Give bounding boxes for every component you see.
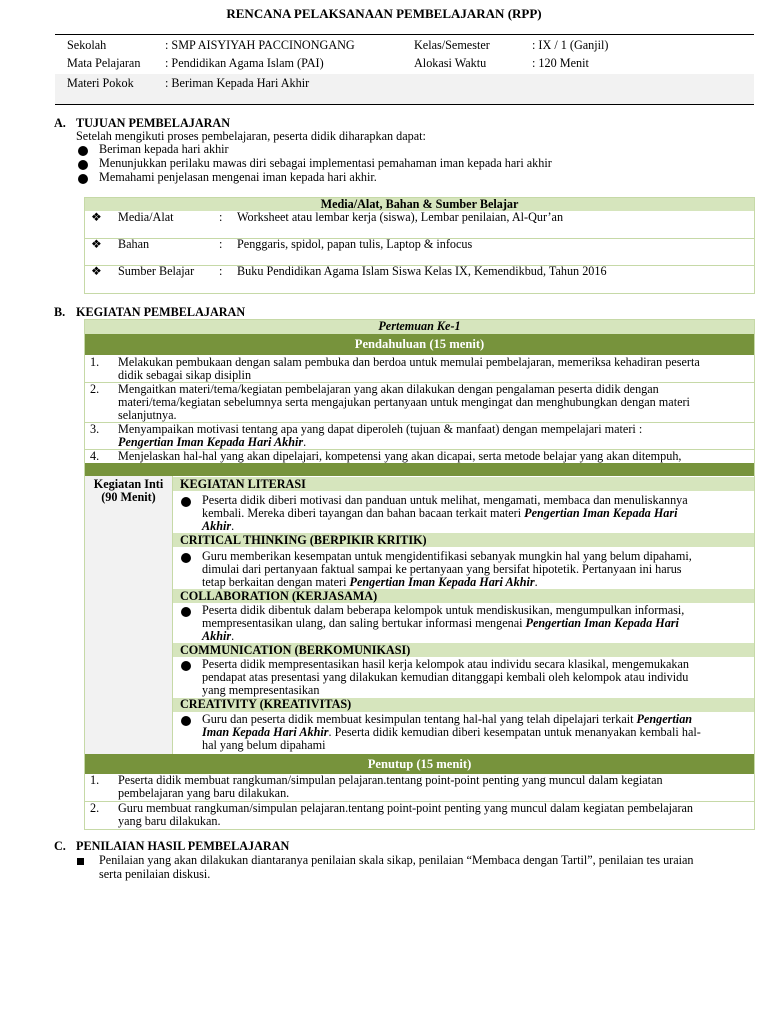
- period: .: [231, 519, 235, 533]
- kelas-value: : IX / 1 (Ganjil): [532, 38, 609, 52]
- materi-emphasis: Pengertian: [636, 712, 693, 726]
- bullet-icon: [78, 160, 88, 170]
- item-number: 1.: [90, 773, 100, 787]
- pendahuluan-item-line: Menyampaikan motivasi tentang apa yang dapat diperoleh (tujuan & manfaat) dengan mempelajari materi :: [118, 422, 643, 436]
- media-heading: Media/Alat, Bahan & Sumber Belajar: [85, 198, 754, 211]
- sekolah-value: : SMP AISYIYAH PACCINONGANG: [165, 38, 355, 52]
- critical-line: Guru memberikan kesempatan untuk mengidentifikasi sebanyak mungkin hal yang belum dipahami,: [202, 549, 692, 563]
- materi-label: Materi Pokok: [67, 76, 134, 90]
- inti-duration: (90 Menit): [101, 490, 156, 504]
- media-row-value: Buku Pendidikan Agama Islam Siswa Kelas IX, Kemendikbud, Tahun 2016: [237, 264, 607, 278]
- penutup-item-line: Peserta didik membuat rangkuman/simpulan pelajaran.tentang point-point penting yang muncul dalam kegiatan: [118, 773, 663, 787]
- section-a-intro: Setelah mengikuti proses pembelajaran, peserta didik diharapkan dapat:: [76, 129, 426, 143]
- mapel-value: : Pendidikan Agama Islam (PAI): [165, 56, 324, 70]
- diamond-bullet-icon: ❖: [91, 264, 102, 278]
- media-row-label: Bahan: [118, 237, 150, 251]
- materi-emphasis: Pengertian Iman Kepada Hari Akhir: [349, 575, 535, 589]
- literasi-text: kembali. Mereka diberi tayangan dan bahan bacaan terkait materi: [202, 506, 525, 520]
- penilaian-line: serta penilaian diskusi.: [99, 867, 211, 881]
- comm-heading: COMMUNICATION (BERKOMUNIKASI): [180, 643, 411, 657]
- period: .: [231, 629, 235, 643]
- bullet-icon: [181, 661, 191, 671]
- media-row-label: Sumber Belajar: [118, 264, 195, 278]
- inti-label-column: [85, 476, 173, 754]
- section-c-heading: PENILAIAN HASIL PEMBELAJARAN: [76, 839, 290, 853]
- penilaian-line: Penilaian yang akan dilakukan diantaranya penilaian skala sikap, penilaian “Membaca dengan Tartil”, penilaian tes uraian: [99, 853, 694, 867]
- creat-text: . Peserta didik kemudian diberi kesempatan untuk menanyakan kembali hal-: [328, 725, 701, 739]
- inti-label: Kegiatan Inti: [93, 477, 164, 491]
- materi-emphasis: Pengertian Iman Kepada Hari Akhir: [118, 435, 304, 449]
- materi-value: : Beriman Kepada Hari Akhir: [165, 76, 310, 90]
- media-row-sep: :: [219, 264, 223, 278]
- section-a-letter: A.: [54, 116, 66, 130]
- creat-text: Guru dan peserta didik membuat kesimpulan tentang hal-hal yang telah dipelajari terkait: [202, 712, 637, 726]
- collab-heading: COLLABORATION (KERJASAMA): [180, 589, 378, 603]
- section-b-heading: KEGIATAN PEMBELAJARAN: [76, 305, 246, 319]
- creat-heading: CREATIVITY (KREATIVITAS): [180, 697, 352, 711]
- penutup-item-line: Guru membuat rangkuman/simpulan pelajaran.tentang point-point penting yang muncul dalam kegiatan pembelajaran: [118, 801, 694, 815]
- materi-row-bg: [55, 74, 754, 104]
- tujuan-item: Menunjukkan perilaku mawas diri sebagai implementasi pemahaman iman kepada hari akhir: [99, 156, 552, 170]
- mapel-label: Mata Pelajaran: [67, 56, 141, 70]
- pendahuluan-item-line: Menjelaskan hal-hal yang akan dipelajari, kompetensi yang akan dicapai, serta metode belajar yang akan ditempuh,: [118, 449, 682, 463]
- critical-line: [202, 576, 538, 589]
- tujuan-item: Memahami penjelasan mengenai iman kepada hari akhir.: [99, 170, 377, 184]
- collab-line: Peserta didik dibentuk dalam beberapa kelompok untuk mendiskusikan, mengumpulkan informasi,: [202, 603, 685, 617]
- section-c-letter: C.: [54, 839, 66, 853]
- penutup-item-line: pembelajaran yang baru dilakukan.: [118, 786, 290, 800]
- critical-heading: CRITICAL THINKING (BERPIKIR KRITIK): [180, 533, 427, 547]
- collab-line: [202, 630, 234, 643]
- collab-line: [202, 617, 679, 630]
- diamond-bullet-icon: ❖: [91, 210, 102, 224]
- bullet-icon: [181, 716, 191, 726]
- section-b-letter: B.: [54, 305, 66, 319]
- media-row-sep: :: [219, 237, 223, 251]
- item-number: 4.: [90, 449, 100, 463]
- literasi-line: Peserta didik diberi motivasi dan panduan untuk melihat, mengamati, membaca dan menuliskannya: [202, 493, 688, 507]
- materi-emphasis: Iman Kepada Hari Akhir: [202, 725, 329, 739]
- media-row-value: Worksheet atau lembar kerja (siswa), Lembar penilaian, Al-Qur’an: [237, 210, 564, 224]
- penutup-header: Penutup (15 menit): [85, 754, 754, 774]
- pertemuan-label: Pertemuan Ke-1: [378, 319, 461, 333]
- identity-table: [55, 34, 754, 105]
- media-row-value: Penggaris, spidol, papan tulis, Laptop & infocus: [237, 237, 473, 251]
- inti-separator-bar: [85, 463, 754, 476]
- pendahuluan-item-line: selanjutnya.: [118, 408, 177, 422]
- diamond-bullet-icon: ❖: [91, 237, 102, 251]
- document-title: RENCANA PELAKSANAAN PEMBELAJARAN (RPP): [226, 6, 542, 21]
- comm-line: pendapat atas presentasi yang dilakukan kemudian ditanggapi kembali oleh kelompok atau individu: [202, 670, 689, 684]
- materi-emphasis: Akhir: [202, 519, 232, 533]
- item-number: 3.: [90, 422, 100, 436]
- item-number: 1.: [90, 355, 100, 369]
- pertemuan-row: [85, 320, 754, 334]
- kelas-label: Kelas/Semester: [414, 38, 490, 52]
- square-bullet-icon: [77, 858, 84, 865]
- bullet-icon: [181, 553, 191, 563]
- media-row-label: Media/Alat: [118, 210, 174, 224]
- materi-emphasis: Pengertian Iman Kepada Hari: [525, 616, 679, 630]
- comm-line: Peserta didik mempresentasikan hasil kerja kelompok atau individu secara klasikal, mengemukakan: [202, 657, 690, 671]
- bullet-icon: [181, 497, 191, 507]
- materi-emphasis: Pengertian Iman Kepada Hari: [524, 506, 678, 520]
- tujuan-item: Beriman kepada hari akhir: [99, 142, 229, 156]
- critical-text: tetap berkaitan dengan materi: [202, 575, 350, 589]
- collab-text: mempresentasikan ulang, dan saling bertukar informasi mengenai: [202, 616, 526, 630]
- pendahuluan-item-line: Mengaitkan materi/tema/kegiatan pembelajaran yang akan dilakukan dengan pengalaman peserta didik dengan: [118, 382, 659, 396]
- comm-line: yang mempresentasikan: [202, 683, 320, 697]
- literasi-heading: KEGIATAN LITERASI: [180, 477, 306, 491]
- pendahuluan-item-line: materi/tema/kegiatan sebelumnya serta mengajukan pertanyaan untuk mengingat dan menghubungkan dengan materi: [118, 395, 690, 409]
- sekolah-label: Sekolah: [67, 38, 107, 52]
- bullet-icon: [181, 607, 191, 617]
- pendahuluan-header: Pendahuluan (15 menit): [85, 334, 754, 355]
- penutup-item-line: yang baru dilakukan.: [118, 814, 221, 828]
- critical-line: dimulai dari pertanyaan faktual sampai ke pertanyaan yang bersifat hipotetik. Pertanyaan ini harus: [202, 562, 682, 576]
- item-number: 2.: [90, 382, 100, 396]
- section-a-heading: TUJUAN PEMBELAJARAN: [76, 116, 231, 130]
- alokasi-label: Alokasi Waktu: [414, 56, 487, 70]
- item-number: 2.: [90, 801, 100, 815]
- alokasi-value: : 120 Menit: [532, 56, 589, 70]
- creat-line: hal yang belum dipahami: [202, 738, 326, 752]
- materi-emphasis: Akhir: [202, 629, 232, 643]
- pendahuluan-item-line: didik sebagai sikap disiplin: [118, 368, 252, 382]
- period: .: [303, 435, 307, 449]
- period: .: [534, 575, 538, 589]
- pendahuluan-item-line: Melakukan pembukaan dengan salam pembuka dan berdoa untuk memulai pembelajaran, memeriksa kehadiran peserta: [118, 355, 700, 369]
- bullet-icon: [78, 146, 88, 156]
- media-row-sep: :: [219, 210, 223, 224]
- literasi-line: [202, 507, 678, 520]
- pendahuluan-item-line: [118, 436, 306, 449]
- literasi-line: [202, 520, 234, 533]
- bullet-icon: [78, 174, 88, 184]
